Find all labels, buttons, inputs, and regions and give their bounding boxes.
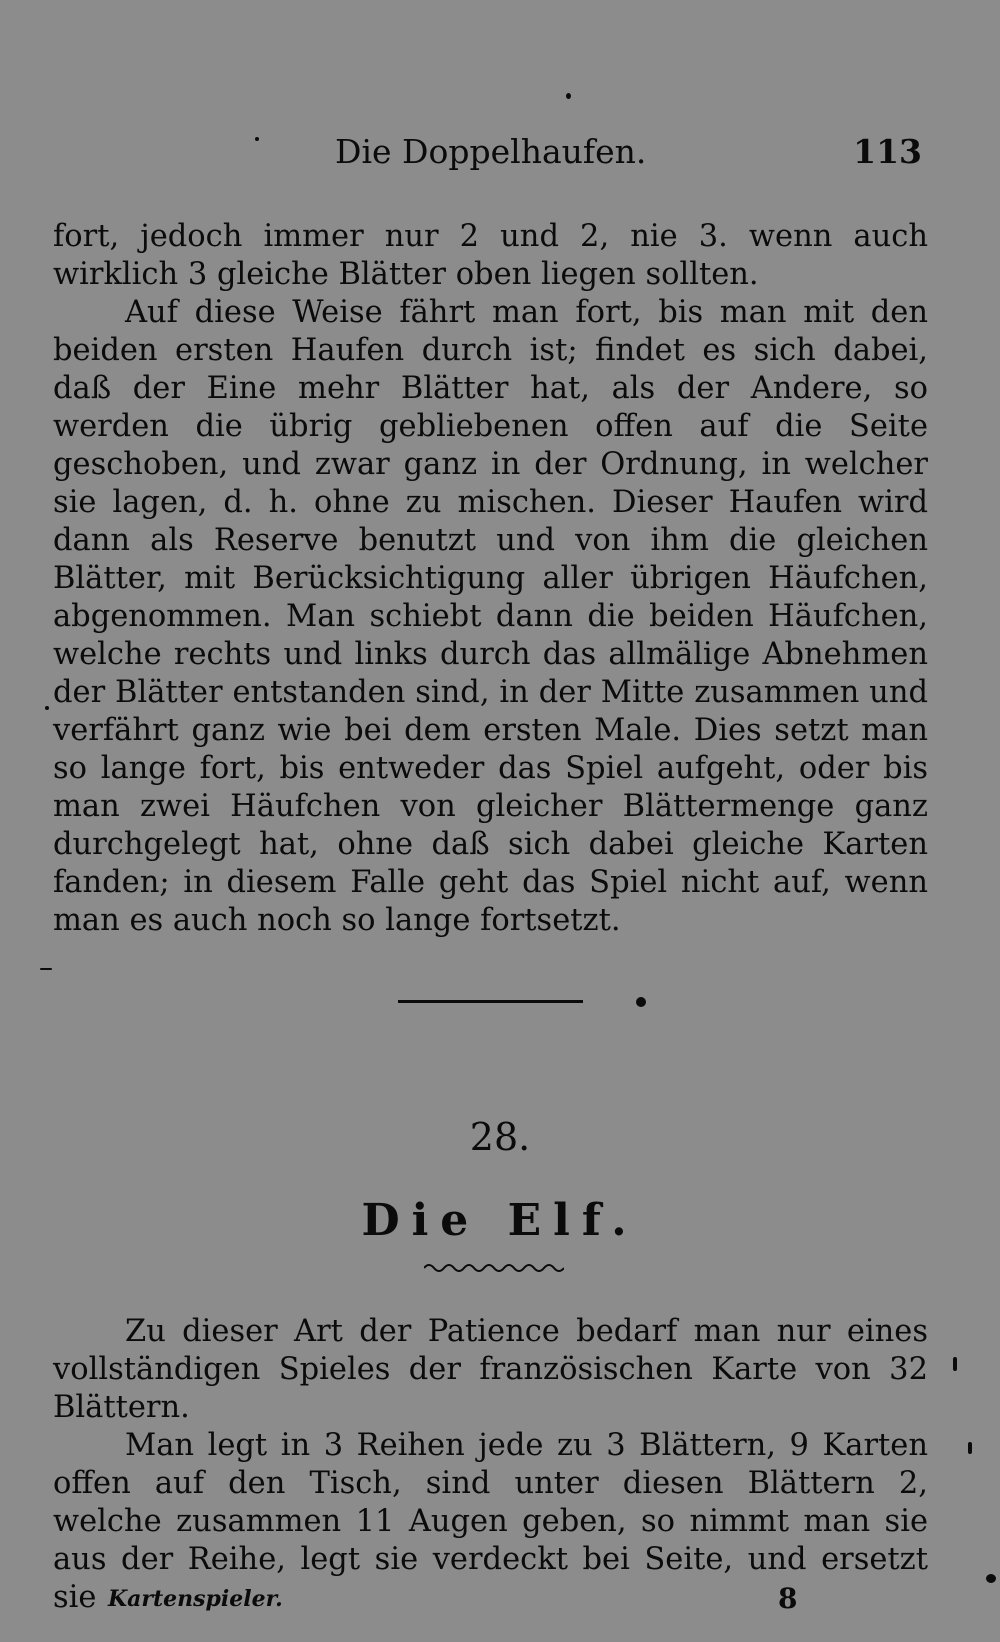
ink-speck xyxy=(40,968,52,970)
paragraph: Man legt in 3 Reihen jede zu 3 Blättern, 9 Karten offen auf den Tisch, sind unter diesen Blättern 2, welche zusammen 11 Augen geben, so nimmt man sie aus der Reihe, legt sie verdeckt bei Seite, und ersetzt sie xyxy=(53,1428,928,1615)
wavy-ornament xyxy=(424,1262,564,1274)
paragraph: Auf diese Weise fährt man fort, bis man mit den beiden ersten Haufen durch ist; findet es sich dabei, daß der Eine mehr Blätter hat, als der Andere, so werden die übrig gebliebenen offen auf die Seite geschoben, und zwar ganz in der Ordnung, in welcher sie lagen, d. h. ohne zu mischen. Dieser Haufen wird dann als Reserve benutzt und von ihm die gleichen Blätter, mit Berücksichtigung aller übrigen Häufchen, abgenommen. Man schiebt dann die beiden Häufchen, welche rechts und links durch das allmälige Abnehmen der Blätter entstanden sind, in der Mitte zusammen und verfährt ganz wie bei dem ersten Male. Dies setzt man so lange fort, bis entweder das Spiel aufgeht, oder bis man zwei Häufchen von gleicher Blättermenge ganz durchgelegt hat, ohne daß sich dabei gleiche Karten fanden; in diesem Falle geht das Spiel nicht auf, wenn man es auch noch so lange fortsetzt. xyxy=(53,295,928,938)
ink-dot xyxy=(636,997,646,1007)
ink-speck xyxy=(968,1442,972,1454)
paragraph: Zu dieser Art der Patience bedarf man nur eines vollständigen Spieles der französischen Karte von 32 Blättern. xyxy=(53,1314,928,1425)
page-header xyxy=(0,132,1000,182)
section-number: 28. xyxy=(469,1115,531,1159)
section-divider-rule xyxy=(398,1000,583,1003)
page-number: 113 xyxy=(853,132,922,171)
section-title: Die Elf. xyxy=(361,1195,639,1246)
signature-number: 8 xyxy=(778,1582,798,1615)
ink-speck xyxy=(953,1357,957,1371)
ink-speck xyxy=(45,706,49,710)
ink-speck xyxy=(566,93,571,99)
section-text xyxy=(53,1313,928,1617)
continued-section-text xyxy=(53,218,928,940)
signature-mark: Kartenspieler. xyxy=(108,1586,283,1612)
ink-speck xyxy=(986,1574,996,1583)
running-title: Die Doppelhaufen. xyxy=(335,132,647,171)
page-footer xyxy=(0,1582,1000,1622)
ink-speck xyxy=(255,137,259,141)
paragraph: fort, jedoch immer nur 2 und 2, nie 3. wenn auch wirklich 3 gleiche Blätter oben liegen sollten. xyxy=(53,219,928,292)
